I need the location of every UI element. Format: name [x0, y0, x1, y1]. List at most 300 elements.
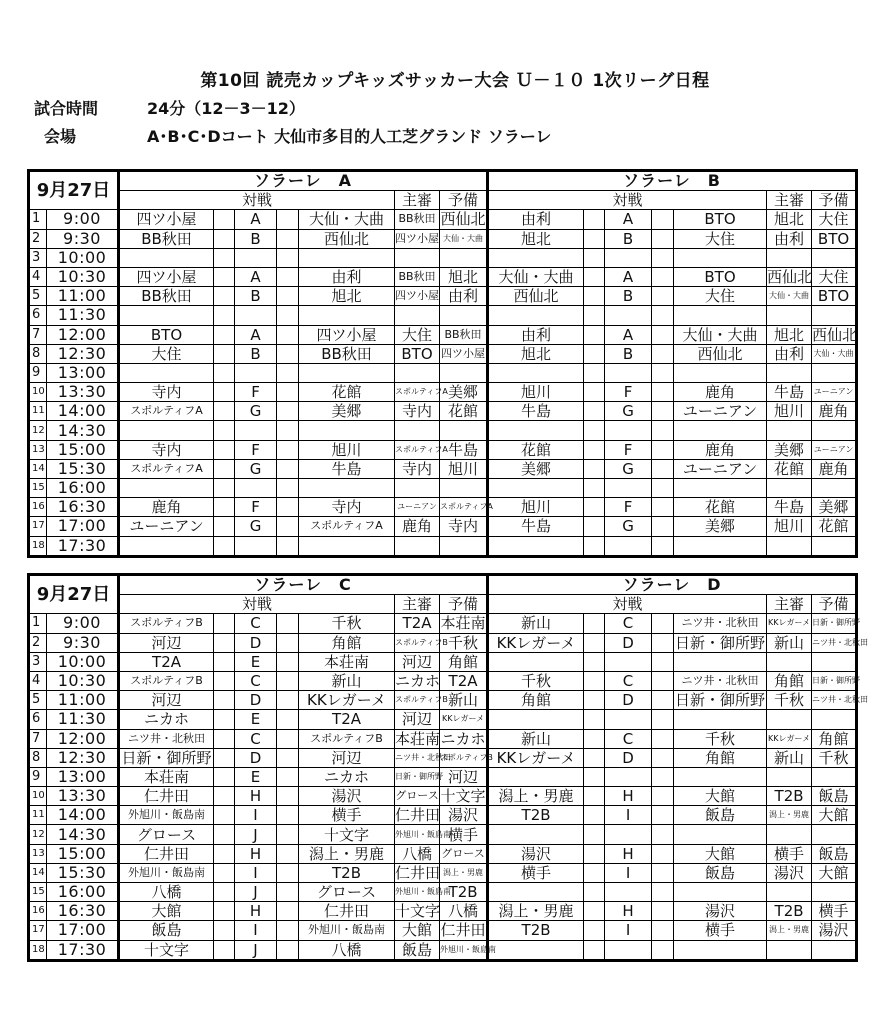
match-number: 8 [29, 344, 47, 363]
referee-team: 旭川 [767, 402, 812, 421]
spacer-cell [652, 383, 674, 402]
home-team [488, 248, 584, 267]
group-letter: F [605, 383, 652, 402]
match-number: 18 [29, 536, 47, 556]
date-cell: 9月27日 [29, 171, 119, 210]
away-team: 湯沢 [299, 787, 395, 806]
group-letter: A [235, 325, 277, 344]
match-number: 2 [29, 229, 47, 248]
group-letter [605, 767, 652, 786]
away-team: 大館 [674, 844, 767, 863]
home-team: 花館 [488, 440, 584, 459]
away-team: 千秋 [299, 614, 395, 633]
match-row [29, 787, 857, 806]
match-number: 17 [29, 921, 47, 940]
reserve-team: 四ツ小屋 [440, 344, 488, 363]
group-letter: C [605, 729, 652, 748]
referee-team: T2B [767, 787, 812, 806]
spacer-cell [214, 806, 235, 825]
match-row [29, 306, 857, 325]
referee-team: 四ツ小屋 [395, 287, 440, 306]
group-letter [605, 825, 652, 844]
spacer-cell [584, 306, 605, 325]
home-team: 八橋 [119, 883, 214, 902]
match-number: 3 [29, 248, 47, 267]
referee-team [767, 825, 812, 844]
court-title: ソラーレ A [119, 171, 488, 191]
home-team: 大住 [119, 344, 214, 363]
spacer-cell [277, 421, 299, 440]
referee-team: 仁井田 [395, 863, 441, 882]
home-team [488, 479, 584, 498]
spacer-cell [584, 787, 605, 806]
home-team: 角館 [488, 691, 584, 710]
group-letter: A [605, 210, 652, 229]
spacer-cell [652, 652, 674, 671]
reserve-team: 寺内 [440, 517, 488, 536]
kickoff-time: 16:00 [47, 883, 119, 902]
away-team [674, 421, 767, 440]
referee-team: 寺内 [395, 402, 440, 421]
referee-team: 潟上・男鹿 [767, 806, 812, 825]
reserve-team [812, 536, 857, 556]
reserve-team: スポルティフA [440, 498, 488, 517]
spacer-cell [214, 479, 235, 498]
group-letter: D [605, 633, 652, 652]
spacer-cell [652, 402, 674, 421]
kickoff-time: 17:00 [47, 921, 119, 940]
spacer-cell [652, 633, 674, 652]
column-header-row [29, 191, 857, 210]
spacer-cell [214, 210, 235, 229]
referee-team: スポルティフB [395, 633, 440, 652]
away-team: 由利 [299, 267, 395, 286]
away-team: 西仙北 [299, 229, 395, 248]
referee-team: 大仙・大曲 [767, 287, 812, 306]
spacer-cell [277, 440, 299, 459]
spacer-cell [277, 210, 299, 229]
reserve-team [812, 652, 857, 671]
referee-team: 八橋 [395, 844, 440, 863]
home-team: 美郷 [488, 459, 584, 478]
reserve-team: 西仙北 [440, 210, 486, 229]
group-letter: C [235, 671, 277, 690]
home-team: 潟上・男鹿 [488, 787, 584, 806]
spacer-cell [652, 863, 674, 882]
group-letter: A [605, 267, 652, 286]
referee-team: KKレガーメ [767, 729, 812, 748]
spacer-cell [652, 710, 674, 729]
home-team [488, 940, 584, 960]
reserve-team [440, 536, 488, 556]
group-letter: J [235, 940, 277, 960]
match-number: 10 [29, 787, 47, 806]
spacer-cell [652, 767, 674, 786]
home-team: 十文字 [119, 940, 214, 960]
spacer-cell [584, 883, 605, 902]
reserve-team [812, 479, 857, 498]
match-row [29, 536, 857, 556]
referee-team [767, 306, 812, 325]
spacer-cell [214, 729, 235, 748]
spacer-cell [652, 459, 674, 478]
referee-team [395, 248, 440, 267]
spacer-cell [277, 287, 299, 306]
reserve-team: 十文字 [440, 787, 488, 806]
match-number: 1 [29, 210, 47, 229]
group-letter [235, 306, 277, 325]
home-team: 由利 [488, 210, 584, 229]
reserve-team: 本荘南 [440, 614, 488, 633]
home-team: 外旭川・飯島南 [119, 806, 214, 825]
match-row [29, 710, 857, 729]
away-team: ニカホ [299, 767, 395, 786]
spacer-cell [652, 440, 674, 459]
kickoff-time: 16:00 [47, 479, 119, 498]
match-row [29, 287, 857, 306]
reserve-team: 飯島 [812, 787, 857, 806]
spacer-cell [214, 344, 235, 363]
spacer-cell [584, 402, 605, 421]
referee-team: 旭川 [767, 517, 812, 536]
referee-team: 新山 [767, 748, 812, 767]
spacer-cell [214, 229, 235, 248]
referee-team: 牛島 [767, 383, 812, 402]
match-number: 12 [29, 421, 47, 440]
spacer-cell [652, 421, 674, 440]
home-team: 河辺 [119, 633, 214, 652]
court-title: ソラーレ C [119, 575, 488, 595]
kickoff-time: 9:30 [47, 633, 119, 652]
group-letter: I [605, 921, 652, 940]
match-number: 3 [29, 652, 47, 671]
reserve-header: 予備 [440, 595, 488, 614]
spacer-cell [277, 671, 299, 690]
referee-team: 新山 [767, 633, 812, 652]
reserve-team: 千秋 [440, 633, 488, 652]
spacer-cell [214, 652, 235, 671]
match-number: 4 [29, 267, 47, 286]
referee-team: 由利 [767, 344, 812, 363]
group-letter: A [605, 325, 652, 344]
spacer-cell [584, 691, 605, 710]
spacer-cell [652, 267, 674, 286]
away-team: ユーニアン [674, 459, 767, 478]
reserve-team: 花館 [812, 517, 857, 536]
home-team: 飯島 [119, 921, 214, 940]
referee-team [767, 710, 812, 729]
spacer-cell [214, 691, 235, 710]
match-number: 14 [29, 459, 47, 478]
referee-team: 牛島 [767, 498, 812, 517]
reserve-team: ユーニアン [812, 383, 857, 402]
home-team: 寺内 [119, 383, 214, 402]
spacer-cell [584, 248, 605, 267]
spacer-cell [584, 459, 605, 478]
reserve-team: 横手 [812, 902, 857, 921]
home-team: 新山 [488, 729, 584, 748]
reserve-team: 大住 [812, 267, 857, 286]
group-letter [235, 363, 277, 382]
referee-team: 飯島 [395, 940, 440, 960]
group-letter: F [235, 498, 277, 517]
spacer-cell [584, 652, 605, 671]
spacer-cell [214, 614, 235, 633]
schedule-table-cd [27, 573, 869, 962]
reserve-team: T2B [440, 883, 488, 902]
spacer-cell [652, 787, 674, 806]
group-letter [235, 479, 277, 498]
home-team: スポルティフA [119, 459, 214, 478]
match-row [29, 940, 857, 960]
referee-team [395, 536, 440, 556]
group-letter [605, 940, 652, 960]
group-letter: H [605, 902, 652, 921]
home-team: ニカホ [119, 710, 214, 729]
group-letter [235, 248, 277, 267]
kickoff-time: 14:30 [47, 825, 119, 844]
referee-team [767, 536, 812, 556]
home-team: T2A [119, 652, 214, 671]
away-team: KKレガーメ [299, 691, 395, 710]
referee-team: スポルティフA [395, 383, 440, 402]
away-team: グロース [299, 883, 395, 902]
spacer-cell [652, 691, 674, 710]
spacer-cell [584, 825, 605, 844]
group-letter: G [235, 459, 277, 478]
group-letter: B [605, 287, 652, 306]
home-team: スポルティフB [119, 671, 214, 690]
away-team: 美郷 [674, 517, 767, 536]
match-row [29, 902, 857, 921]
away-team [674, 767, 767, 786]
group-letter: C [605, 614, 652, 633]
group-letter: I [605, 806, 652, 825]
referee-team: 鹿角 [395, 517, 440, 536]
referee-team: 角館 [767, 671, 812, 690]
away-team: 湯沢 [674, 902, 767, 921]
spacer-cell [277, 229, 299, 248]
group-letter [605, 883, 652, 902]
kickoff-time: 15:30 [47, 863, 119, 882]
away-team [674, 710, 767, 729]
referee-team [767, 940, 812, 960]
referee-team: 大館 [395, 921, 440, 940]
referee-team [767, 421, 812, 440]
home-team [119, 306, 214, 325]
reserve-team [440, 306, 488, 325]
match-row [29, 421, 857, 440]
match-number: 15 [29, 479, 47, 498]
spacer-cell [214, 883, 235, 902]
group-letter: I [235, 863, 277, 882]
group-letter [605, 363, 652, 382]
kickoff-time: 14:00 [47, 806, 119, 825]
match-number: 7 [29, 729, 47, 748]
kickoff-time: 9:30 [47, 229, 119, 248]
home-team: 由利 [488, 325, 584, 344]
home-team: 横手 [488, 863, 584, 882]
spacer-cell [214, 267, 235, 286]
referee-team: 湯沢 [767, 863, 812, 882]
spacer-cell [652, 729, 674, 748]
kickoff-time: 15:00 [47, 844, 119, 863]
home-team: ユーニアン [119, 517, 214, 536]
away-team: 仁井田 [299, 902, 395, 921]
spacer-cell [214, 902, 235, 921]
reserve-team [440, 421, 488, 440]
group-letter: C [235, 729, 277, 748]
column-header-row [29, 595, 857, 614]
spacer-cell [214, 459, 235, 478]
referee-team: 西仙北 [767, 268, 813, 287]
spacer-cell [584, 498, 605, 517]
referee-header: 主審 [767, 191, 812, 210]
referee-team: BTO [395, 344, 440, 363]
group-letter: G [605, 517, 652, 536]
kickoff-time: 11:30 [47, 306, 119, 325]
reserve-team: 仁井田 [440, 921, 488, 940]
away-team: 旭川 [299, 440, 395, 459]
spacer-cell [584, 479, 605, 498]
group-letter: H [235, 902, 277, 921]
referee-team [767, 248, 812, 267]
spacer-cell [584, 267, 605, 286]
home-team: 大仙・大曲 [488, 267, 584, 286]
away-team: 角館 [299, 633, 395, 652]
reserve-team [812, 940, 857, 960]
home-team [119, 536, 214, 556]
away-team: 旭北 [299, 287, 395, 306]
reserve-team: 鹿角 [812, 459, 857, 478]
spacer-cell [652, 229, 674, 248]
spacer-cell [277, 614, 299, 633]
spacer-cell [277, 363, 299, 382]
spacer-cell [277, 248, 299, 267]
spacer-cell [584, 287, 605, 306]
group-letter [235, 421, 277, 440]
group-letter: E [235, 710, 277, 729]
spacer-cell [584, 710, 605, 729]
match-row [29, 652, 857, 671]
referee-team: ニツ井・北秋田 [395, 748, 440, 767]
kickoff-time: 9:00 [47, 210, 119, 229]
match-number: 17 [29, 517, 47, 536]
away-team: 大住 [674, 229, 767, 248]
group-letter [605, 479, 652, 498]
match-time-value: 24分（12－3－12） [147, 99, 305, 118]
group-letter [605, 248, 652, 267]
referee-team: 仁井田 [395, 806, 441, 825]
spacer-cell [214, 306, 235, 325]
spacer-cell [277, 710, 299, 729]
spacer-cell [214, 536, 235, 556]
match-number: 18 [29, 940, 47, 960]
spacer-cell [584, 844, 605, 863]
away-team: 四ツ小屋 [299, 325, 395, 344]
spacer-cell [214, 402, 235, 421]
spacer-cell [584, 767, 605, 786]
referee-team: ニカホ [395, 672, 441, 691]
spacer-cell [584, 325, 605, 344]
spacer-cell [277, 748, 299, 767]
away-team: 潟上・男鹿 [299, 844, 395, 863]
schedule-table-ab [27, 169, 858, 558]
reserve-team: 湯沢 [440, 806, 488, 825]
kickoff-time: 13:30 [47, 383, 119, 402]
home-team: BB秋田 [119, 287, 214, 306]
reserve-team: 河辺 [440, 767, 488, 786]
group-letter [235, 536, 277, 556]
spacer-cell [214, 767, 235, 786]
group-letter [605, 536, 652, 556]
kickoff-time: 11:30 [47, 710, 119, 729]
referee-team: BB秋田 [395, 210, 440, 229]
match-number: 5 [29, 287, 47, 306]
reserve-team: 西仙北 [812, 325, 858, 344]
away-team: 河辺 [299, 748, 395, 767]
home-team: 湯沢 [488, 844, 584, 863]
spacer-cell [214, 825, 235, 844]
match-time-label: 試合時間 [34, 99, 99, 118]
home-team [488, 825, 584, 844]
referee-team: ユーニアン [395, 498, 440, 517]
home-team: 本荘南 [119, 767, 214, 786]
home-team [488, 421, 584, 440]
reserve-team: 飯島 [812, 844, 857, 863]
spacer-cell [652, 306, 674, 325]
spacer-cell [584, 383, 605, 402]
spacer-cell [277, 921, 299, 940]
away-team: 大仙・大曲 [299, 210, 395, 229]
home-team: グロース [119, 825, 214, 844]
referee-team: 由利 [767, 229, 812, 248]
match-number: 11 [29, 402, 47, 421]
away-team: T2A [299, 710, 395, 729]
match-number: 14 [29, 863, 47, 882]
spacer-cell [584, 902, 605, 921]
group-letter: J [235, 883, 277, 902]
referee-team: 本荘南 [395, 729, 441, 748]
group-letter: I [235, 921, 277, 940]
spacer-cell [652, 248, 674, 267]
match-number: 16 [29, 902, 47, 921]
spacer-cell [584, 614, 605, 633]
home-team: スポルティフB [119, 614, 214, 633]
spacer-cell [214, 440, 235, 459]
match-number: 2 [29, 633, 47, 652]
match-row [29, 344, 857, 363]
home-team: BB秋田 [119, 229, 214, 248]
away-team: スポルティフA [299, 517, 395, 536]
reserve-team: 角館 [812, 729, 857, 748]
referee-team: 外旭川・飯島南 [395, 883, 440, 902]
spacer-cell [584, 633, 605, 652]
match-row [29, 806, 857, 825]
referee-header: 主審 [395, 595, 440, 614]
kickoff-time: 10:30 [47, 267, 119, 286]
referee-team: 千秋 [767, 691, 812, 710]
home-team: スポルティフA [119, 402, 214, 421]
away-team [674, 825, 767, 844]
reserve-team: 鹿角 [812, 402, 857, 421]
match-number: 13 [29, 440, 47, 459]
referee-team [767, 479, 812, 498]
spacer-cell [277, 863, 299, 882]
home-team: 大館 [119, 902, 214, 921]
kickoff-time: 16:30 [47, 902, 119, 921]
spacer-cell [277, 306, 299, 325]
